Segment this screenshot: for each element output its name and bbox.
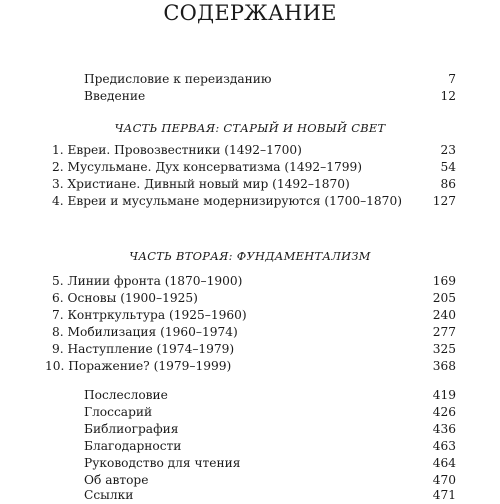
entry-label: Ссылки: [84, 488, 134, 502]
entry-page: 86: [440, 177, 456, 191]
entry-label: Предисловие к переизданию: [84, 72, 272, 86]
toc-entry-chapter[interactable]: [45, 358, 456, 375]
toc-entry-chapter[interactable]: [52, 324, 456, 341]
toc-entry-chapter[interactable]: [52, 290, 456, 307]
entry-label: Руководство для чтения: [84, 456, 241, 470]
toc-entry-acknowledgments[interactable]: [84, 438, 456, 455]
entry-label: Послесловие: [84, 388, 168, 402]
toc-entry-chapter[interactable]: [52, 273, 456, 290]
toc-entry-chapter[interactable]: [52, 341, 456, 358]
entry-label: Библиография: [84, 422, 179, 436]
entry-page: 419: [432, 388, 456, 402]
toc-entry-reading-guide[interactable]: [84, 455, 456, 472]
entry-page: 471: [432, 488, 456, 502]
entry-page: 169: [432, 274, 456, 288]
entry-page: 277: [432, 325, 456, 339]
entry-label: 7. Контркультура (1925–1960): [52, 308, 247, 322]
page-title: СОДЕРЖАНИЕ: [163, 1, 337, 25]
toc-entry-chapter[interactable]: [52, 193, 456, 210]
entry-page: 368: [432, 359, 456, 373]
toc-entry-glossary[interactable]: [84, 404, 456, 421]
toc-entry-bibliography[interactable]: [84, 421, 456, 438]
entry-label: 10. Поражение? (1979–1999): [45, 359, 232, 373]
toc-entry-preface[interactable]: [84, 71, 456, 88]
entry-label: 5. Линии фронта (1870–1900): [52, 274, 243, 288]
toc-entry-references[interactable]: [84, 487, 456, 504]
entry-page: 7: [448, 72, 456, 86]
toc-entry-chapter[interactable]: [52, 176, 456, 193]
entry-label: Введение: [84, 89, 146, 103]
entry-page: 464: [432, 456, 456, 470]
entry-page: 463: [432, 439, 456, 453]
entry-label: Об авторе: [84, 473, 149, 487]
entry-page: 127: [432, 194, 456, 208]
entry-label: 6. Основы (1900–1925): [52, 291, 198, 305]
entry-label: Благодарности: [84, 439, 182, 453]
entry-label: 3. Христиане. Дивный новый мир (1492–1870): [52, 177, 350, 191]
entry-label: 9. Наступление (1974–1979): [52, 342, 235, 356]
toc-entry-introduction[interactable]: [84, 88, 456, 105]
entry-label: Глоссарий: [84, 405, 153, 419]
entry-page: 54: [440, 160, 456, 174]
toc-entry-chapter[interactable]: [52, 307, 456, 324]
part-heading: ЧАСТЬ ВТОРАЯ: ФУНДАМЕНТАЛИЗМ: [129, 249, 371, 263]
part-heading: ЧАСТЬ ПЕРВАЯ: СТАРЫЙ И НОВЫЙ СВЕТ: [114, 121, 386, 135]
entry-page: 12: [440, 89, 456, 103]
entry-label: 8. Мобилизация (1960–1974): [52, 325, 238, 339]
entry-label: 4. Евреи и мусульмане модернизируются (1700–1870): [52, 194, 402, 208]
entry-page: 240: [432, 308, 456, 322]
entry-page: 23: [440, 143, 456, 157]
entry-page: 436: [432, 422, 456, 436]
entry-page: 470: [432, 473, 456, 487]
entry-label: 2. Мусульмане. Дух консерватизма (1492–1799): [52, 160, 362, 174]
entry-label: 1. Евреи. Провозвестники (1492–1700): [52, 143, 302, 157]
toc-entry-chapter[interactable]: [52, 159, 456, 176]
toc-entry-afterword[interactable]: [84, 387, 456, 404]
entry-page: 205: [432, 291, 456, 305]
entry-page: 426: [432, 405, 456, 419]
toc-entry-chapter[interactable]: [52, 142, 456, 159]
entry-page: 325: [432, 342, 456, 356]
